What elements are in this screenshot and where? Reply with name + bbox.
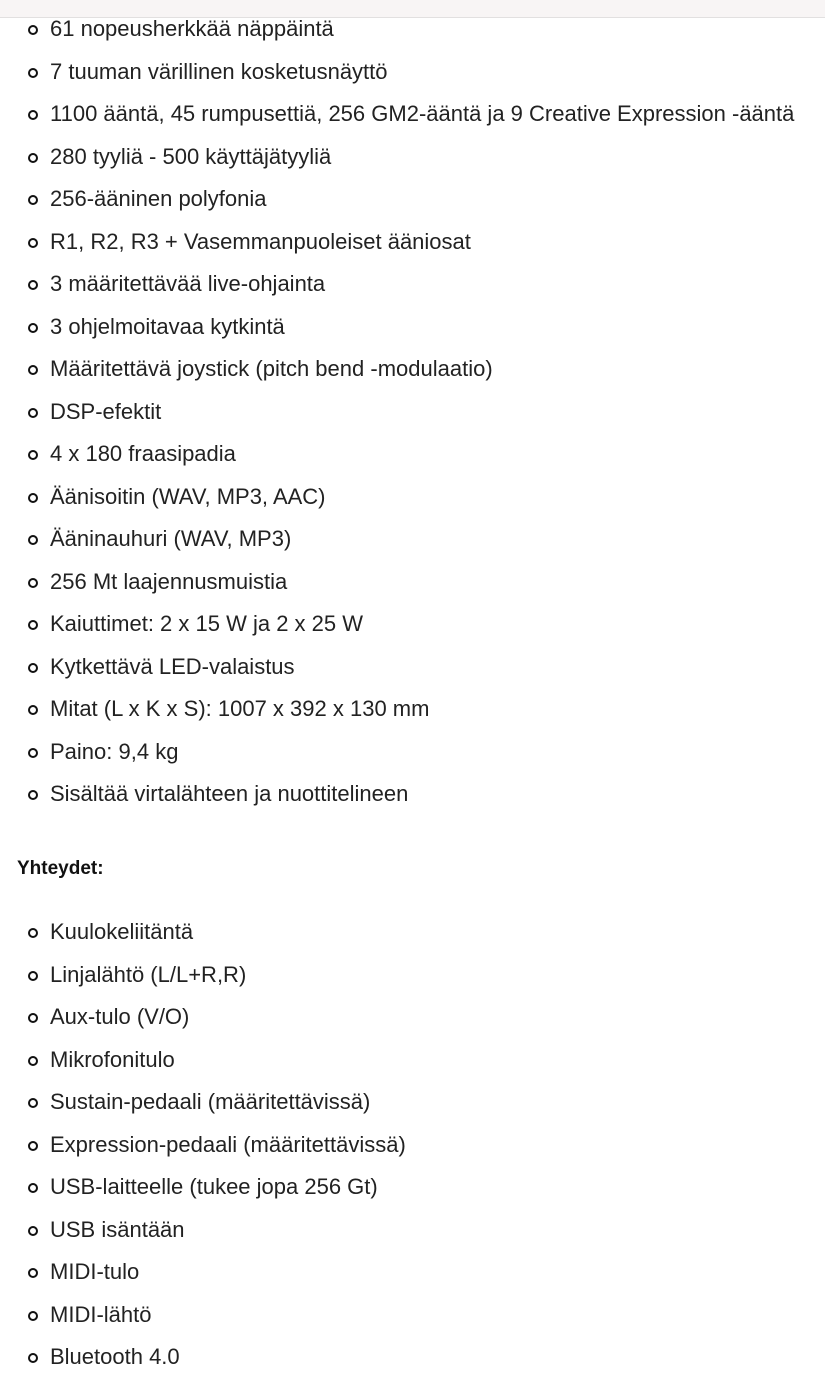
list-item-text: 61 nopeusherkkää näppäintä — [50, 16, 334, 41]
list-item-text: Mitat (L x K x S): 1007 x 392 x 130 mm — [50, 696, 430, 721]
list-item-text: Sustain-pedaali (määritettävissä) — [50, 1089, 371, 1114]
list-item-text: Bluetooth 4.0 — [50, 1344, 180, 1369]
list-item-text: USB isäntään — [50, 1216, 185, 1242]
list-item — [0, 911, 406, 954]
list-item — [0, 518, 794, 561]
features-list — [0, 8, 794, 816]
list-item — [0, 476, 794, 519]
circle-bullet-icon — [28, 280, 38, 290]
list-item — [0, 136, 794, 179]
circle-bullet-icon — [28, 450, 38, 460]
list-item-text: 1100 ääntä, 45 rumpusettiä, 256 GM2-ääntä ja 9 Creative Expression -ääntä — [50, 101, 795, 126]
connections-list — [0, 911, 406, 1379]
list-item-text: Mikrofonitulo — [50, 1046, 175, 1072]
circle-bullet-icon — [28, 365, 38, 375]
circle-bullet-icon — [28, 1226, 38, 1236]
connections-heading: Yhteydet: — [17, 858, 104, 879]
circle-bullet-icon — [28, 748, 38, 758]
list-item-text: Äänisoitin (WAV, MP3, AAC) — [50, 483, 326, 509]
list-item — [0, 1166, 406, 1209]
circle-bullet-icon — [28, 1311, 38, 1321]
list-item — [0, 646, 794, 689]
list-item-text: Määritettävä joystick (pitch bend -modulaatio) — [50, 356, 493, 381]
circle-bullet-icon — [28, 1141, 38, 1151]
list-item — [0, 178, 794, 221]
list-item — [0, 773, 794, 816]
circle-bullet-icon — [28, 535, 38, 545]
list-item-text: USB-laitteelle (tukee jopa 256 Gt) — [50, 1174, 378, 1199]
list-item-text: Linjalähtö (L/L+R,R) — [50, 961, 247, 987]
list-item-text: 256 Mt laajennusmuistia — [50, 568, 288, 594]
circle-bullet-icon — [28, 195, 38, 205]
circle-bullet-icon — [28, 238, 38, 248]
list-item — [0, 263, 794, 306]
list-item-text: 3 määritettävää live-ohjainta — [50, 271, 326, 296]
list-item — [0, 1251, 406, 1294]
circle-bullet-icon — [28, 705, 38, 715]
list-item-text: Expression-pedaali (määritettävissä) — [50, 1131, 406, 1157]
circle-bullet-icon — [28, 1353, 38, 1363]
list-item — [0, 1336, 406, 1379]
circle-bullet-icon — [28, 68, 38, 78]
circle-bullet-icon — [28, 620, 38, 630]
list-item-text: Kytkettävä LED-valaistus — [50, 653, 295, 679]
circle-bullet-icon — [28, 1013, 38, 1023]
list-item-text: R1, R2, R3 + Vasemmanpuoleiset ääniosat — [50, 228, 471, 254]
list-item-text: 3 ohjelmoitavaa kytkintä — [50, 313, 285, 339]
list-item — [0, 1039, 406, 1082]
list-item — [0, 433, 794, 476]
list-item — [0, 391, 794, 434]
circle-bullet-icon — [28, 928, 38, 938]
list-item — [0, 1209, 406, 1252]
circle-bullet-icon — [28, 323, 38, 333]
list-item — [0, 93, 794, 136]
list-item — [0, 8, 794, 51]
list-item — [0, 603, 794, 646]
list-item — [0, 51, 794, 94]
circle-bullet-icon — [28, 663, 38, 673]
circle-bullet-icon — [28, 153, 38, 163]
list-item-text: MIDI-lähtö — [50, 1301, 152, 1327]
list-item — [0, 731, 794, 774]
circle-bullet-icon — [28, 493, 38, 503]
list-item-text: 4 x 180 fraasipadia — [50, 441, 236, 466]
list-item-text: DSP-efektit — [50, 398, 162, 424]
list-item — [0, 996, 406, 1039]
list-item — [0, 306, 794, 349]
circle-bullet-icon — [28, 790, 38, 800]
list-item-text: Aux-tulo (V/O) — [50, 1004, 190, 1029]
list-item-text: Kaiuttimet: 2 x 15 W ja 2 x 25 W — [50, 611, 364, 636]
list-item — [0, 348, 794, 391]
list-item — [0, 1294, 406, 1337]
list-item — [0, 221, 794, 264]
list-item-text: Paino: 9,4 kg — [50, 738, 179, 764]
list-item-text: 256-ääninen polyfonia — [50, 186, 267, 211]
list-item — [0, 1124, 406, 1167]
circle-bullet-icon — [28, 25, 38, 35]
list-item-text: MIDI-tulo — [50, 1259, 140, 1284]
circle-bullet-icon — [28, 971, 38, 981]
circle-bullet-icon — [28, 1098, 38, 1108]
circle-bullet-icon — [28, 1056, 38, 1066]
circle-bullet-icon — [28, 408, 38, 418]
circle-bullet-icon — [28, 110, 38, 120]
list-item-text: 280 tyyliä - 500 käyttäjätyyliä — [50, 143, 332, 169]
circle-bullet-icon — [28, 1268, 38, 1278]
list-item-text: 7 tuuman värillinen kosketusnäyttö — [50, 58, 388, 84]
list-item-text: Kuulokeliitäntä — [50, 919, 194, 944]
circle-bullet-icon — [28, 1183, 38, 1193]
circle-bullet-icon — [28, 578, 38, 588]
list-item — [0, 1081, 406, 1124]
list-item-text: Ääninauhuri (WAV, MP3) — [50, 526, 292, 551]
list-item — [0, 561, 794, 604]
list-item — [0, 688, 794, 731]
list-item-text: Sisältää virtalähteen ja nuottitelineen — [50, 781, 409, 806]
list-item — [0, 954, 406, 997]
